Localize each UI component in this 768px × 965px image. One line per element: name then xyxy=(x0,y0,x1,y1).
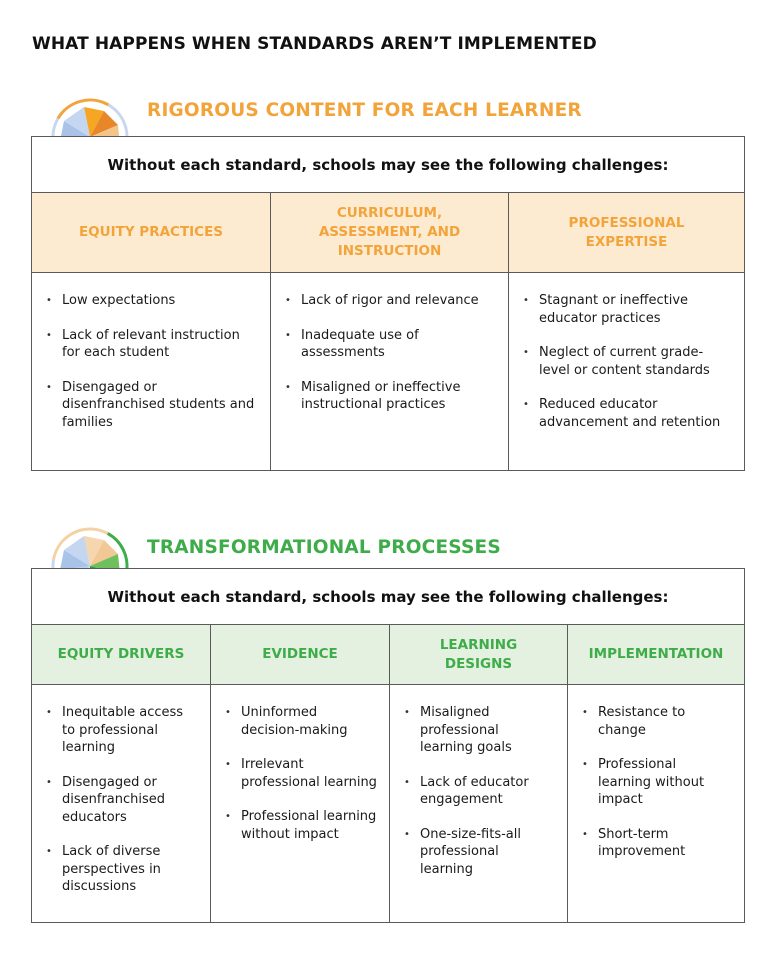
list-item: • Misaligned or ineffective instructional practices xyxy=(285,379,496,414)
section-heading-transformational-processes: TRANSFORMATIONAL PROCESSES xyxy=(147,537,501,558)
list-item: • Professional learning without impact xyxy=(225,808,377,843)
column-header-equity-practices: EQUITY PRACTICES xyxy=(32,193,270,272)
list-item: • Neglect of current grade-level or content standards xyxy=(523,344,732,379)
column-header-professional-expertise: PROFESSIONAL EXPERTISE xyxy=(508,193,744,272)
list-item: • Inequitable access to professional learning xyxy=(46,704,198,757)
column-header-implementation: IMPLEMENTATION xyxy=(567,625,744,684)
column-body-evidence xyxy=(210,685,389,922)
table-intro: Without each standard, schools may see the following challenges: xyxy=(32,569,744,625)
list-item: • Inadequate use of assessments xyxy=(285,327,496,362)
table-intro: Without each standard, schools may see the following challenges: xyxy=(32,137,744,193)
challenges-table-transformational-processes xyxy=(31,568,745,923)
list-item: • Stagnant or ineffective educator practices xyxy=(523,292,732,327)
column-body-implementation xyxy=(567,685,744,922)
list-item: • Professional learning without impact xyxy=(582,756,732,809)
list-item: • One-size-fits-all professional learning xyxy=(404,826,555,879)
column-body-curriculum-assessment-instruction xyxy=(270,273,508,470)
page-title: WHAT HAPPENS WHEN STANDARDS AREN’T IMPLEMENTED xyxy=(32,34,597,54)
list-item: • Lack of relevant instruction for each student xyxy=(46,327,258,362)
list-item: • Resistance to change xyxy=(582,704,732,739)
list-item: • Misaligned professional learning goals xyxy=(404,704,555,757)
challenges-table-rigorous-content xyxy=(31,136,745,471)
column-body-professional-expertise xyxy=(508,273,744,470)
column-header-curriculum-assessment-instruction: CURRICULUM, ASSESSMENT, AND INSTRUCTION xyxy=(270,193,508,272)
list-item: • Uninformed decision-making xyxy=(225,704,377,739)
list-item: • Disengaged or disenfranchised educators xyxy=(46,774,198,827)
column-body-equity-drivers xyxy=(32,685,210,922)
list-item: • Reduced educator advancement and retention xyxy=(523,396,732,431)
section-heading-rigorous-content: RIGOROUS CONTENT FOR EACH LEARNER xyxy=(147,100,582,121)
list-item: • Disengaged or disenfranchised students and families xyxy=(46,379,258,432)
list-item: • Irrelevant professional learning xyxy=(225,756,377,791)
column-body-learning-designs xyxy=(389,685,567,922)
column-header-evidence: EVIDENCE xyxy=(210,625,389,684)
list-item: • Lack of rigor and relevance xyxy=(285,292,496,310)
list-item: • Lack of diverse perspectives in discussions xyxy=(46,843,198,896)
list-item: • Short-term improvement xyxy=(582,826,732,861)
list-item: • Lack of educator engagement xyxy=(404,774,555,809)
column-header-learning-designs: LEARNING DESIGNS xyxy=(389,625,567,684)
list-item: • Low expectations xyxy=(46,292,258,310)
column-body-equity-practices xyxy=(32,273,270,470)
column-header-equity-drivers: EQUITY DRIVERS xyxy=(32,625,210,684)
